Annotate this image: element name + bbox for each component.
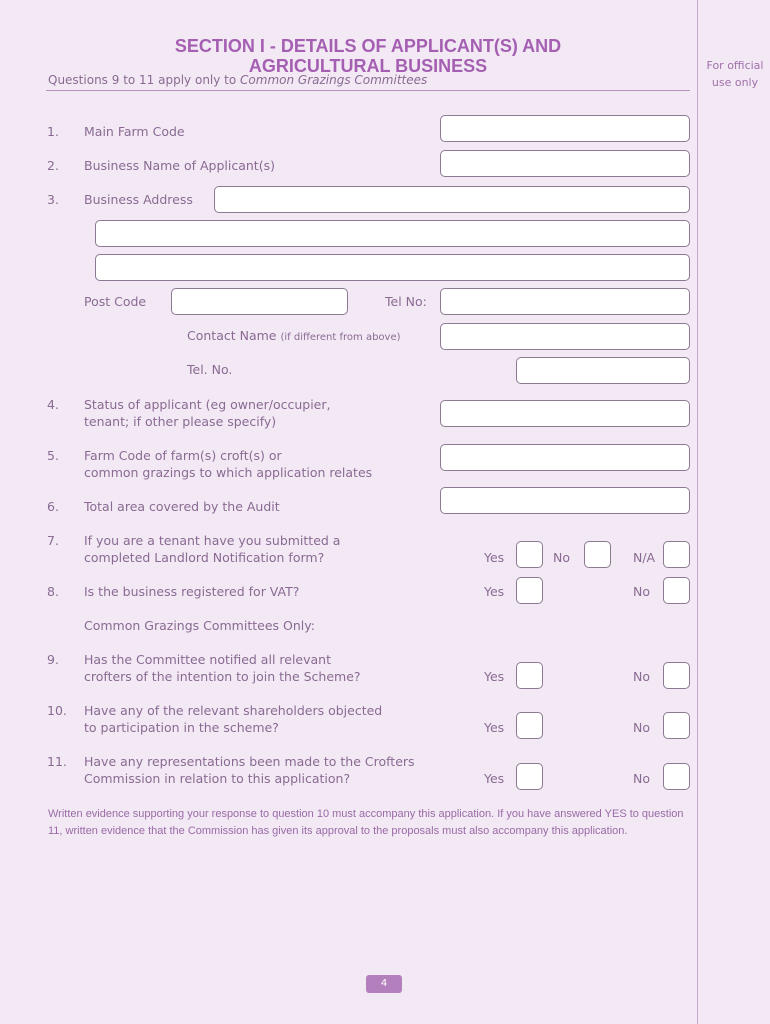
title-line-1: SECTION I - DETAILS OF APPLICANT(S) AND (174, 36, 562, 56)
q9-no-label: No (633, 669, 650, 684)
contact-tel-field[interactable] (516, 357, 690, 384)
q7-label-line-1: If you are a tenant have you submitted a (84, 533, 341, 548)
q7-label-line-2: completed Landlord Notification form? (84, 550, 325, 565)
q7-yes-label: Yes (484, 550, 505, 565)
q1-label: Main Farm Code (84, 124, 185, 139)
q2-number: 2. (47, 158, 59, 173)
tel-no-field[interactable] (440, 288, 690, 315)
postcode-label: Post Code (84, 294, 147, 309)
subtitle-italic: Common Grazings Committees (240, 73, 428, 87)
q3-label: Business Address (84, 192, 193, 207)
q11-no-label: No (633, 771, 650, 786)
common-grazings-heading: Common Grazings Committees Only: (84, 618, 315, 633)
q9-yes-checkbox[interactable] (516, 662, 543, 689)
q5-label-line-1: Farm Code of farm(s) croft(s) or (84, 448, 282, 463)
contact-name-field[interactable] (440, 323, 690, 350)
q8-label: Is the business registered for VAT? (84, 584, 300, 599)
tel-no-label: Tel No: (385, 294, 427, 309)
page-subtitle (48, 73, 427, 87)
q6-number: 6. (47, 499, 59, 514)
q10-yes-checkbox[interactable] (516, 712, 543, 739)
official-use-label: For official use only (706, 59, 764, 89)
q10-number: 10. (47, 703, 67, 718)
q11-no-checkbox[interactable] (663, 763, 690, 790)
q8-yes-label: Yes (484, 584, 505, 599)
q10-label-line-2: to participation in the scheme? (84, 720, 279, 735)
applicant-status-field[interactable] (440, 400, 690, 427)
q9-number: 9. (47, 652, 59, 667)
q9-label-line-2: crofters of the intention to join the Scheme? (84, 669, 361, 684)
page-number-badge: 4 (366, 975, 402, 993)
q10-yes-label: Yes (484, 720, 505, 735)
q7-no-label: No (553, 550, 570, 565)
farm-code-relates-field[interactable] (440, 444, 690, 471)
postcode-field[interactable] (171, 288, 348, 315)
business-address-line-2[interactable] (95, 220, 690, 247)
business-name-field[interactable] (440, 150, 690, 177)
page-title (48, 36, 688, 76)
q2-label: Business Name of Applicant(s) (84, 158, 275, 173)
q5-number: 5. (47, 448, 59, 463)
title-line-2: AGRICULTURAL BUSINESS (248, 56, 488, 76)
q11-number: 11. (47, 754, 67, 769)
q11-label-line-2: Commission in relation to this application? (84, 771, 351, 786)
main-farm-code-field[interactable] (440, 115, 690, 142)
q4-label-line-2: tenant; if other please specify) (84, 414, 277, 429)
q7-na-label: N/A (633, 550, 656, 565)
q11-yes-checkbox[interactable] (516, 763, 543, 790)
contact-name-label-group (187, 327, 401, 346)
q4-number: 4. (47, 397, 59, 412)
q11-label-line-1: Have any representations been made to the Crofters (84, 754, 415, 769)
q10-label-line-1: Have any of the relevant shareholders objected (84, 703, 383, 718)
business-address-line-1[interactable] (214, 186, 690, 213)
q7-number: 7. (47, 533, 59, 548)
title-divider (46, 90, 690, 91)
q7-no-checkbox[interactable] (584, 541, 611, 568)
q7-na-checkbox[interactable] (663, 541, 690, 568)
q7-yes-checkbox[interactable] (516, 541, 543, 568)
q6-label: Total area covered by the Audit (84, 499, 280, 514)
q8-yes-checkbox[interactable] (516, 577, 543, 604)
business-address-line-3[interactable] (95, 254, 690, 281)
q8-number: 8. (47, 584, 59, 599)
official-column-divider (697, 0, 698, 1024)
evidence-footnote: Written evidence supporting your response to question 10 must accompany this application. If you have answered YES to question 11, written evidence that the Commission has given its approval to the proposals must also accompany this application. (48, 808, 684, 837)
q9-no-checkbox[interactable] (663, 662, 690, 689)
q8-no-checkbox[interactable] (663, 577, 690, 604)
q9-yes-label: Yes (484, 669, 505, 684)
total-area-field[interactable] (440, 487, 690, 514)
q10-no-checkbox[interactable] (663, 712, 690, 739)
q4-label-line-1: Status of applicant (eg owner/occupier, (84, 397, 331, 412)
q11-yes-label: Yes (484, 771, 505, 786)
contact-name-note: (if different from above) (280, 332, 401, 343)
contact-name-label: Contact Name (187, 328, 277, 343)
q3-number: 3. (47, 192, 59, 207)
q8-no-label: No (633, 584, 650, 599)
q10-no-label: No (633, 720, 650, 735)
q1-number: 1. (47, 124, 59, 139)
q5-label-line-2: common grazings to which application relates (84, 465, 373, 480)
contact-tel-label: Tel. No. (187, 362, 233, 377)
q9-label-line-1: Has the Committee notified all relevant (84, 652, 331, 667)
subtitle-prefix: Questions 9 to 11 apply only to (48, 73, 241, 87)
